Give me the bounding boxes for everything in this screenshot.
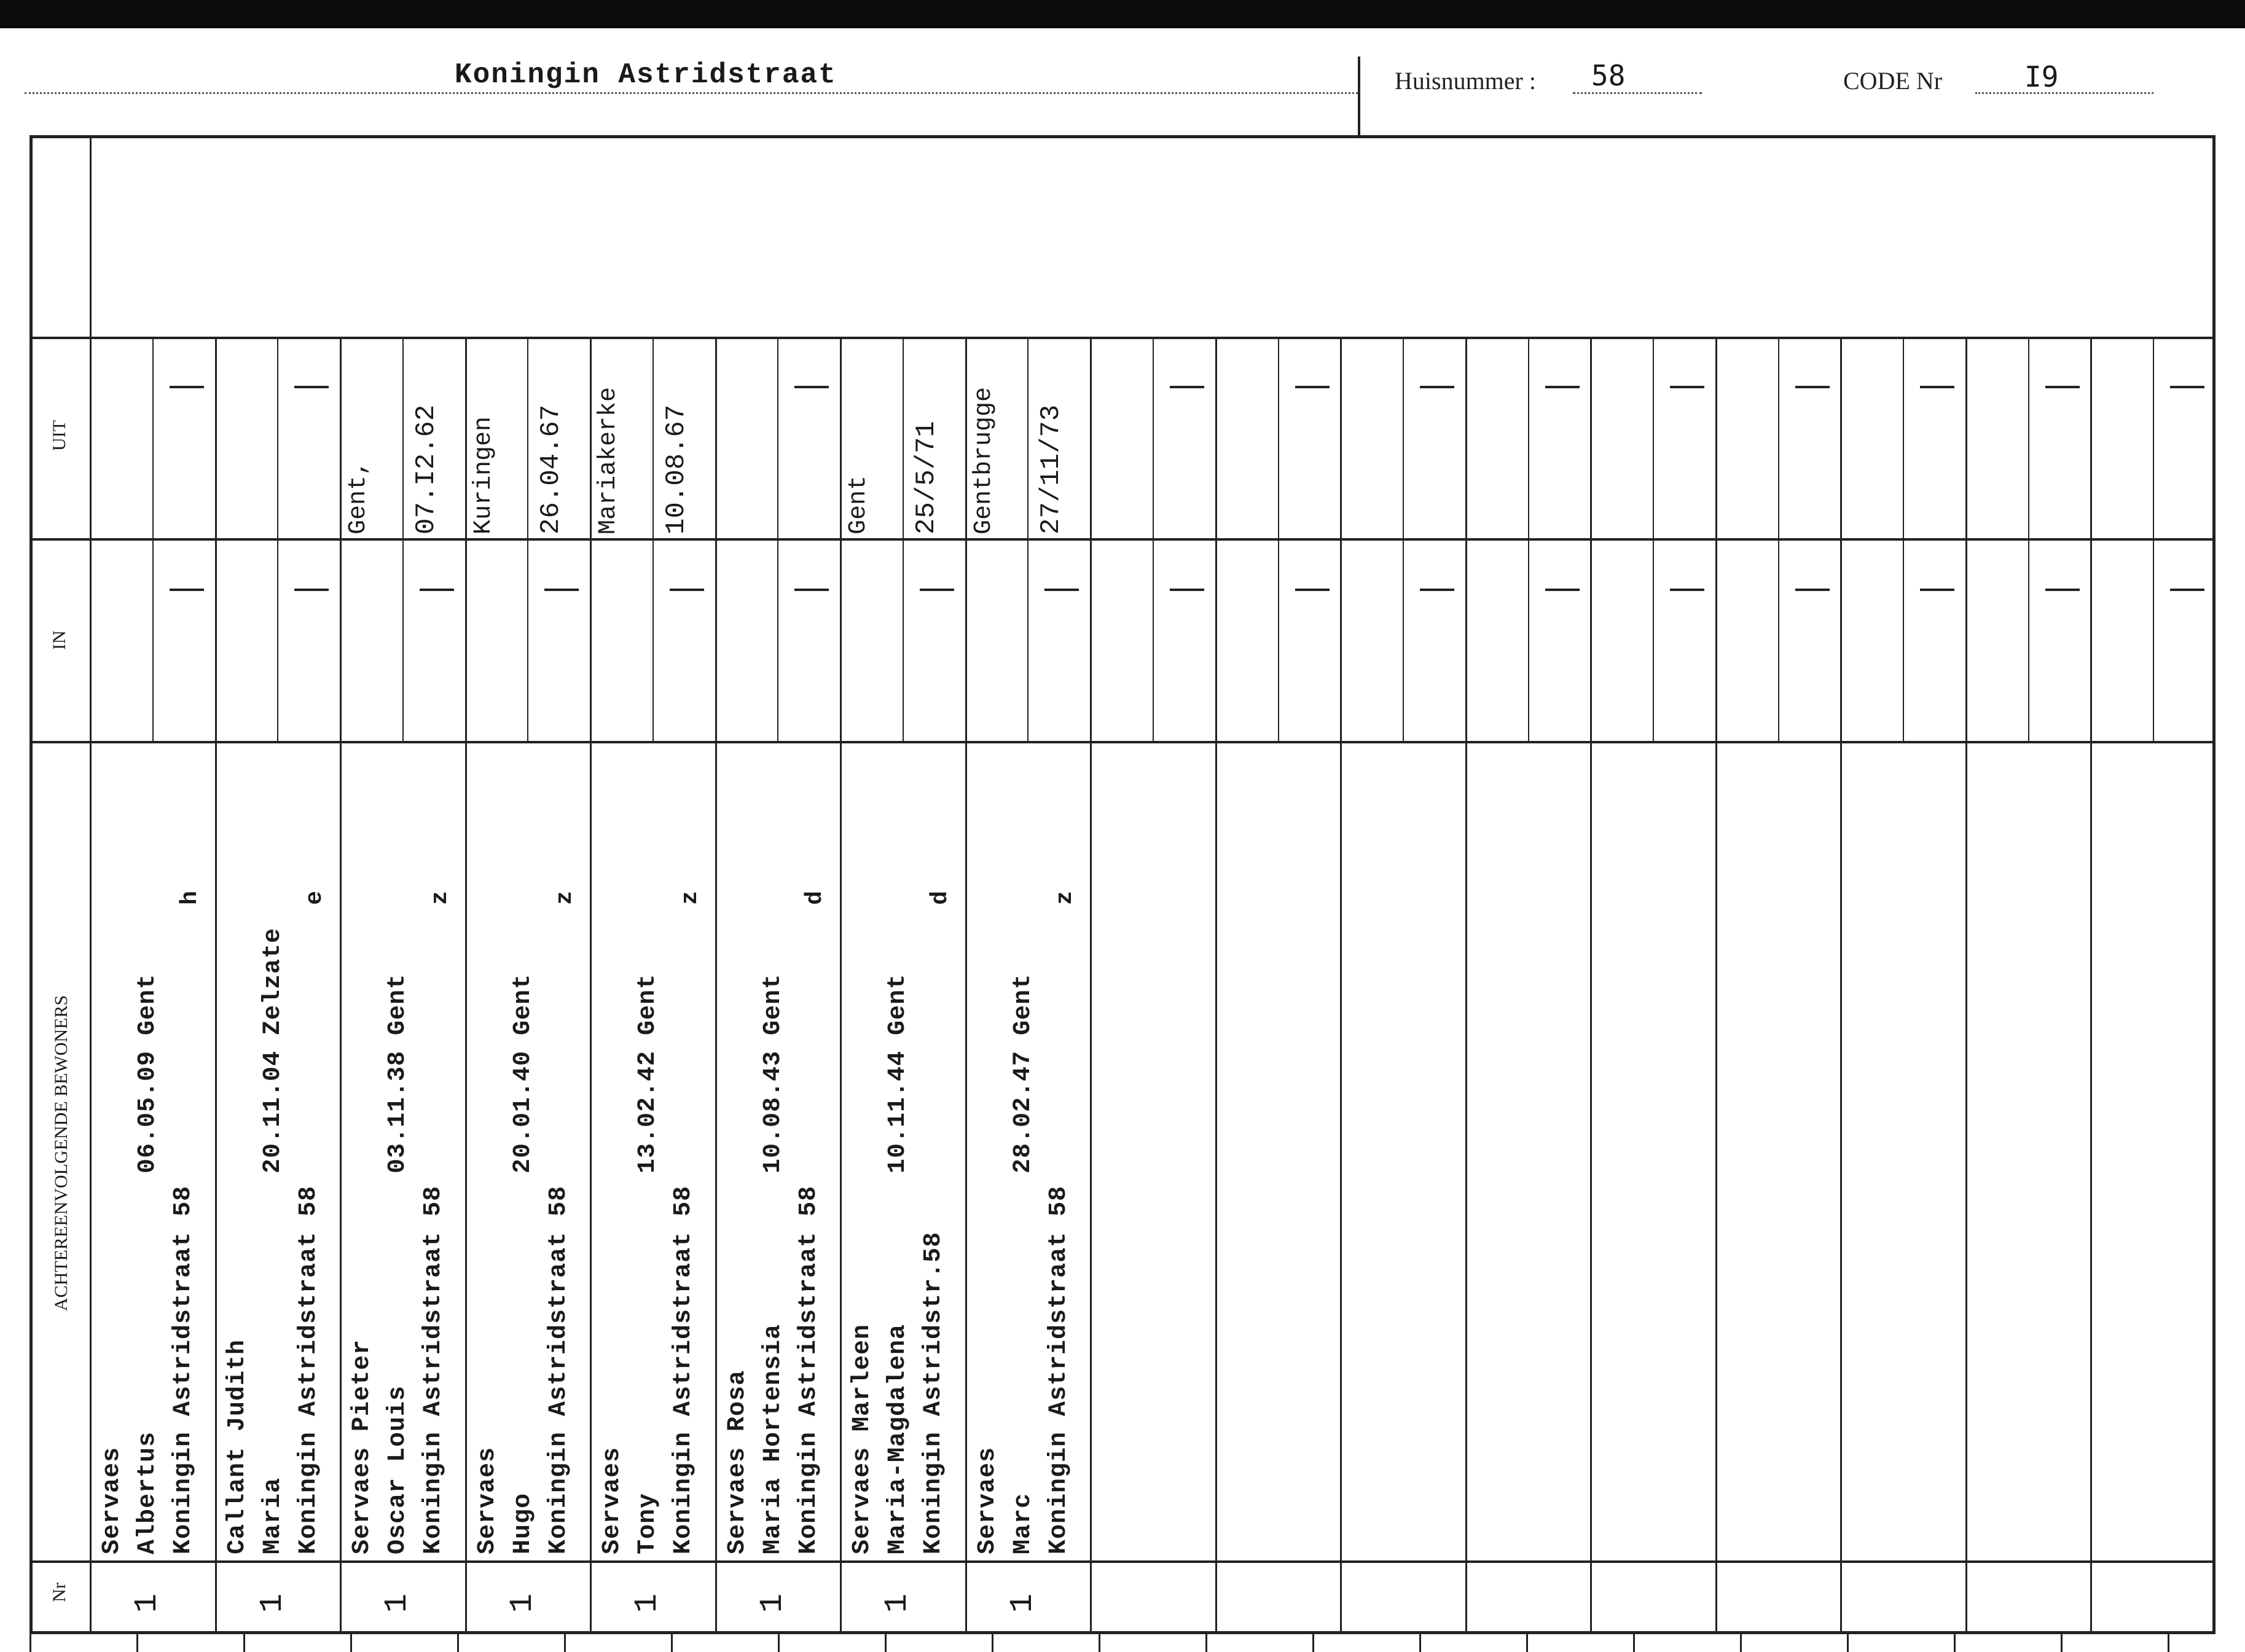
bottom-tick bbox=[243, 1634, 245, 1652]
in-empty-dash bbox=[1044, 589, 1079, 591]
sub-column-divider bbox=[1403, 538, 1404, 741]
resident-address: Koningin Astridstraat 58 bbox=[795, 1185, 823, 1554]
sub-column-divider bbox=[527, 337, 528, 538]
resident-name-line1: Servaes bbox=[98, 1446, 126, 1554]
in-empty-dash bbox=[1295, 589, 1330, 591]
bottom-tick bbox=[564, 1634, 566, 1652]
uit-empty-dash bbox=[170, 386, 204, 388]
sub-column-divider bbox=[903, 337, 904, 538]
code-label: CODE Nr bbox=[1843, 67, 1943, 95]
column-divider bbox=[1215, 337, 1217, 1634]
resident-birth: 13.02.42 Gent bbox=[634, 973, 662, 1173]
sub-column-divider bbox=[1278, 538, 1279, 741]
column-divider bbox=[1715, 337, 1717, 1634]
column-divider bbox=[1465, 337, 1467, 1634]
sub-column-divider bbox=[402, 337, 404, 538]
resident-birth: 10.11.44 Gent bbox=[884, 973, 912, 1173]
resident-birth: 20.01.40 Gent bbox=[509, 973, 537, 1173]
resident-number: 1 bbox=[879, 1593, 916, 1613]
resident-status-mark: d bbox=[927, 891, 954, 905]
resident-number: 1 bbox=[504, 1593, 541, 1613]
uit-date: 25/5/71 bbox=[911, 421, 942, 534]
resident-address: Koningin Astridstr.58 bbox=[920, 1231, 947, 1554]
column-divider bbox=[215, 337, 217, 1634]
column-divider bbox=[840, 337, 842, 1634]
column-divider bbox=[715, 337, 717, 1634]
uit-empty-dash bbox=[794, 386, 829, 388]
sub-column-divider bbox=[652, 538, 654, 741]
in-empty-dash bbox=[2045, 589, 2080, 591]
in-empty-dash bbox=[420, 589, 454, 591]
uit-empty-dash bbox=[294, 386, 329, 388]
sub-column-divider bbox=[402, 538, 404, 741]
resident-name-line1: Servaes Pieter bbox=[348, 1339, 376, 1554]
in-empty-dash bbox=[170, 589, 204, 591]
sub-column-divider bbox=[1778, 538, 1779, 741]
sub-column-divider bbox=[1778, 337, 1779, 538]
in-empty-dash bbox=[1420, 589, 1454, 591]
resident-entry bbox=[95, 974, 202, 1554]
sub-column-divider bbox=[1403, 337, 1404, 538]
resident-status-mark: z bbox=[551, 891, 578, 905]
sub-column-divider bbox=[2153, 337, 2154, 538]
uit-empty-dash bbox=[2170, 386, 2204, 388]
section-label-in: IN bbox=[49, 630, 69, 650]
in-empty-dash bbox=[794, 589, 829, 591]
resident-number: 1 bbox=[629, 1593, 666, 1613]
bottom-tick bbox=[1633, 1634, 1635, 1652]
sub-column-divider bbox=[1903, 538, 1904, 741]
sub-column-divider bbox=[1153, 337, 1154, 538]
resident-name-line1: Servaes bbox=[974, 1446, 1001, 1554]
section-line-residents-top bbox=[29, 741, 2216, 743]
resident-number: 1 bbox=[254, 1593, 291, 1613]
uit-place: Gent, bbox=[345, 460, 372, 534]
resident-name-line1: Callant Judith bbox=[224, 1339, 251, 1554]
resident-address: Koningin Astridstraat 58 bbox=[545, 1185, 573, 1554]
sub-column-divider bbox=[2028, 538, 2029, 741]
resident-address: Koningin Astridstraat 58 bbox=[170, 1185, 197, 1554]
code-value: I9 bbox=[2024, 60, 2059, 93]
uit-date: 26.04.67 bbox=[536, 404, 566, 534]
sub-column-divider bbox=[1278, 337, 1279, 538]
resident-entry bbox=[220, 928, 327, 1554]
house-number-value: 58 bbox=[1591, 59, 1626, 92]
sub-column-divider bbox=[777, 337, 778, 538]
resident-birth: 28.02.47 Gent bbox=[1009, 973, 1037, 1173]
resident-birth: 10.08.43 Gent bbox=[759, 973, 787, 1173]
street-underline bbox=[25, 92, 1358, 94]
resident-entry bbox=[345, 974, 452, 1554]
in-empty-dash bbox=[544, 589, 579, 591]
resident-entry bbox=[845, 974, 952, 1554]
bottom-tick bbox=[885, 1634, 887, 1652]
resident-name-line1: Servaes bbox=[474, 1446, 501, 1554]
bottom-tick bbox=[350, 1634, 352, 1652]
bottom-tick bbox=[992, 1634, 993, 1652]
label-column-divider bbox=[90, 135, 92, 1634]
sub-column-divider bbox=[1528, 538, 1529, 741]
resident-number: 1 bbox=[754, 1593, 791, 1613]
section-label-residents: ACHTEREENVOLGENDE BEWONERS bbox=[51, 995, 71, 1312]
bottom-tick bbox=[1099, 1634, 1100, 1652]
uit-empty-dash bbox=[1795, 386, 1830, 388]
resident-number: 1 bbox=[1005, 1593, 1041, 1613]
in-empty-dash bbox=[294, 589, 329, 591]
resident-number: 1 bbox=[129, 1593, 166, 1613]
bottom-tick bbox=[136, 1634, 138, 1652]
resident-name-line2: Maria-Magdalena10.11.44 Gent bbox=[884, 973, 912, 1554]
resident-address: Koningin Astridstraat 58 bbox=[295, 1185, 323, 1554]
uit-empty-dash bbox=[2045, 386, 2080, 388]
in-empty-dash bbox=[1795, 589, 1830, 591]
sub-column-divider bbox=[1653, 538, 1654, 741]
resident-name-line2: Albertus06.05.09 Gent bbox=[134, 973, 162, 1554]
resident-status-mark: z bbox=[426, 891, 453, 905]
resident-name-line2: Maria20.11.04 Zelzate bbox=[259, 927, 287, 1554]
uit-empty-dash bbox=[1295, 386, 1330, 388]
sub-column-divider bbox=[277, 538, 278, 741]
sub-column-divider bbox=[2153, 538, 2154, 741]
resident-name-line1: Servaes Rosa bbox=[724, 1369, 751, 1554]
resident-birth: 20.11.04 Zelzate bbox=[259, 927, 287, 1173]
sub-column-divider bbox=[277, 337, 278, 538]
resident-entry bbox=[470, 974, 577, 1554]
sub-column-divider bbox=[1027, 337, 1028, 538]
sub-column-divider bbox=[152, 538, 154, 741]
bottom-tick bbox=[1740, 1634, 1742, 1652]
resident-name-line1: Servaes bbox=[598, 1446, 626, 1554]
uit-empty-dash bbox=[1670, 386, 1704, 388]
resident-status-mark: z bbox=[1051, 891, 1078, 905]
sub-column-divider bbox=[1528, 337, 1529, 538]
column-divider bbox=[465, 337, 467, 1634]
column-divider bbox=[965, 337, 967, 1634]
uit-place: Gent bbox=[845, 475, 872, 534]
bottom-tick bbox=[1312, 1634, 1314, 1652]
bottom-tick bbox=[457, 1634, 459, 1652]
uit-empty-dash bbox=[1545, 386, 1580, 388]
section-label-nr: Nr bbox=[49, 1583, 69, 1602]
column-divider bbox=[1090, 337, 1092, 1634]
sub-column-divider bbox=[1653, 337, 1654, 538]
in-empty-dash bbox=[1170, 589, 1204, 591]
in-empty-dash bbox=[2170, 589, 2204, 591]
column-divider bbox=[2090, 337, 2092, 1634]
sub-column-divider bbox=[1903, 337, 1904, 538]
sub-column-divider bbox=[527, 538, 528, 741]
section-line-nr-top bbox=[29, 1560, 2216, 1563]
resident-number: 1 bbox=[379, 1593, 416, 1613]
street-name: Koningin Astridstraat bbox=[455, 59, 837, 91]
sub-column-divider bbox=[152, 337, 154, 538]
resident-entry bbox=[970, 974, 1077, 1554]
section-line-in-top bbox=[29, 538, 2216, 541]
resident-entry bbox=[595, 974, 702, 1554]
resident-status-mark: e bbox=[301, 891, 328, 905]
column-divider bbox=[1340, 337, 1342, 1634]
resident-birth: 06.05.09 Gent bbox=[134, 973, 162, 1173]
uit-place: Mariakerke bbox=[595, 386, 622, 534]
section-line-uit-top bbox=[29, 337, 2216, 339]
column-divider bbox=[1590, 337, 1592, 1634]
uit-date: 27/11/73 bbox=[1036, 404, 1067, 534]
in-empty-dash bbox=[1545, 589, 1580, 591]
resident-status-mark: z bbox=[676, 891, 703, 905]
sub-column-divider bbox=[1153, 538, 1154, 741]
header-separator bbox=[1358, 57, 1360, 135]
in-empty-dash bbox=[1670, 589, 1704, 591]
bottom-tick bbox=[778, 1634, 780, 1652]
bottom-tick bbox=[2168, 1634, 2169, 1652]
code-underline bbox=[1975, 92, 2153, 94]
in-empty-dash bbox=[670, 589, 704, 591]
resident-status-mark: d bbox=[801, 891, 828, 905]
bottom-tick bbox=[1205, 1634, 1207, 1652]
in-empty-dash bbox=[920, 589, 954, 591]
section-label-uit: UIT bbox=[49, 420, 69, 451]
resident-address: Koningin Astridstraat 58 bbox=[670, 1185, 697, 1554]
resident-address: Koningin Astridstraat 58 bbox=[420, 1185, 447, 1554]
uit-empty-dash bbox=[1170, 386, 1204, 388]
column-divider bbox=[1840, 337, 1842, 1634]
bottom-tick bbox=[1847, 1634, 1849, 1652]
resident-name-line2: Marc28.02.47 Gent bbox=[1009, 973, 1037, 1554]
resident-birth: 03.11.38 Gent bbox=[384, 973, 412, 1173]
bottom-tick bbox=[1526, 1634, 1528, 1652]
uit-empty-dash bbox=[1420, 386, 1454, 388]
uit-date: 07.I2.62 bbox=[411, 404, 442, 534]
resident-name-line2: Tony13.02.42 Gent bbox=[634, 973, 662, 1554]
resident-name-line2: Maria Hortensia10.08.43 Gent bbox=[759, 973, 787, 1554]
resident-entry bbox=[720, 974, 827, 1554]
bottom-tick bbox=[1419, 1634, 1421, 1652]
bottom-tick bbox=[1954, 1634, 1956, 1652]
bottom-tick bbox=[671, 1634, 673, 1652]
sub-column-divider bbox=[1027, 538, 1028, 741]
column-divider bbox=[1965, 337, 1967, 1634]
uit-date: 10.08.67 bbox=[661, 404, 692, 534]
uit-place: Gentbrugge bbox=[970, 386, 998, 534]
bottom-tick bbox=[2061, 1634, 2063, 1652]
sub-column-divider bbox=[2028, 337, 2029, 538]
bottom-tick bbox=[29, 1634, 31, 1652]
sub-column-divider bbox=[903, 538, 904, 741]
column-divider bbox=[590, 337, 592, 1634]
resident-address: Koningin Astridstraat 58 bbox=[1045, 1185, 1073, 1554]
column-divider bbox=[340, 337, 342, 1634]
uit-empty-dash bbox=[1920, 386, 1954, 388]
top-black-band bbox=[0, 0, 2245, 28]
resident-name-line1: Servaes Marleen bbox=[848, 1323, 876, 1554]
resident-name-line2: Oscar Louis03.11.38 Gent bbox=[384, 973, 412, 1554]
in-empty-dash bbox=[1920, 589, 1954, 591]
sub-column-divider bbox=[777, 538, 778, 741]
resident-name-line2: Hugo20.01.40 Gent bbox=[509, 973, 537, 1554]
house-number-underline bbox=[1573, 92, 1702, 94]
house-number-label: Huisnummer : bbox=[1395, 67, 1536, 95]
resident-status-mark: h bbox=[176, 891, 203, 905]
uit-place: Kuringen bbox=[470, 416, 498, 534]
sub-column-divider bbox=[652, 337, 654, 538]
